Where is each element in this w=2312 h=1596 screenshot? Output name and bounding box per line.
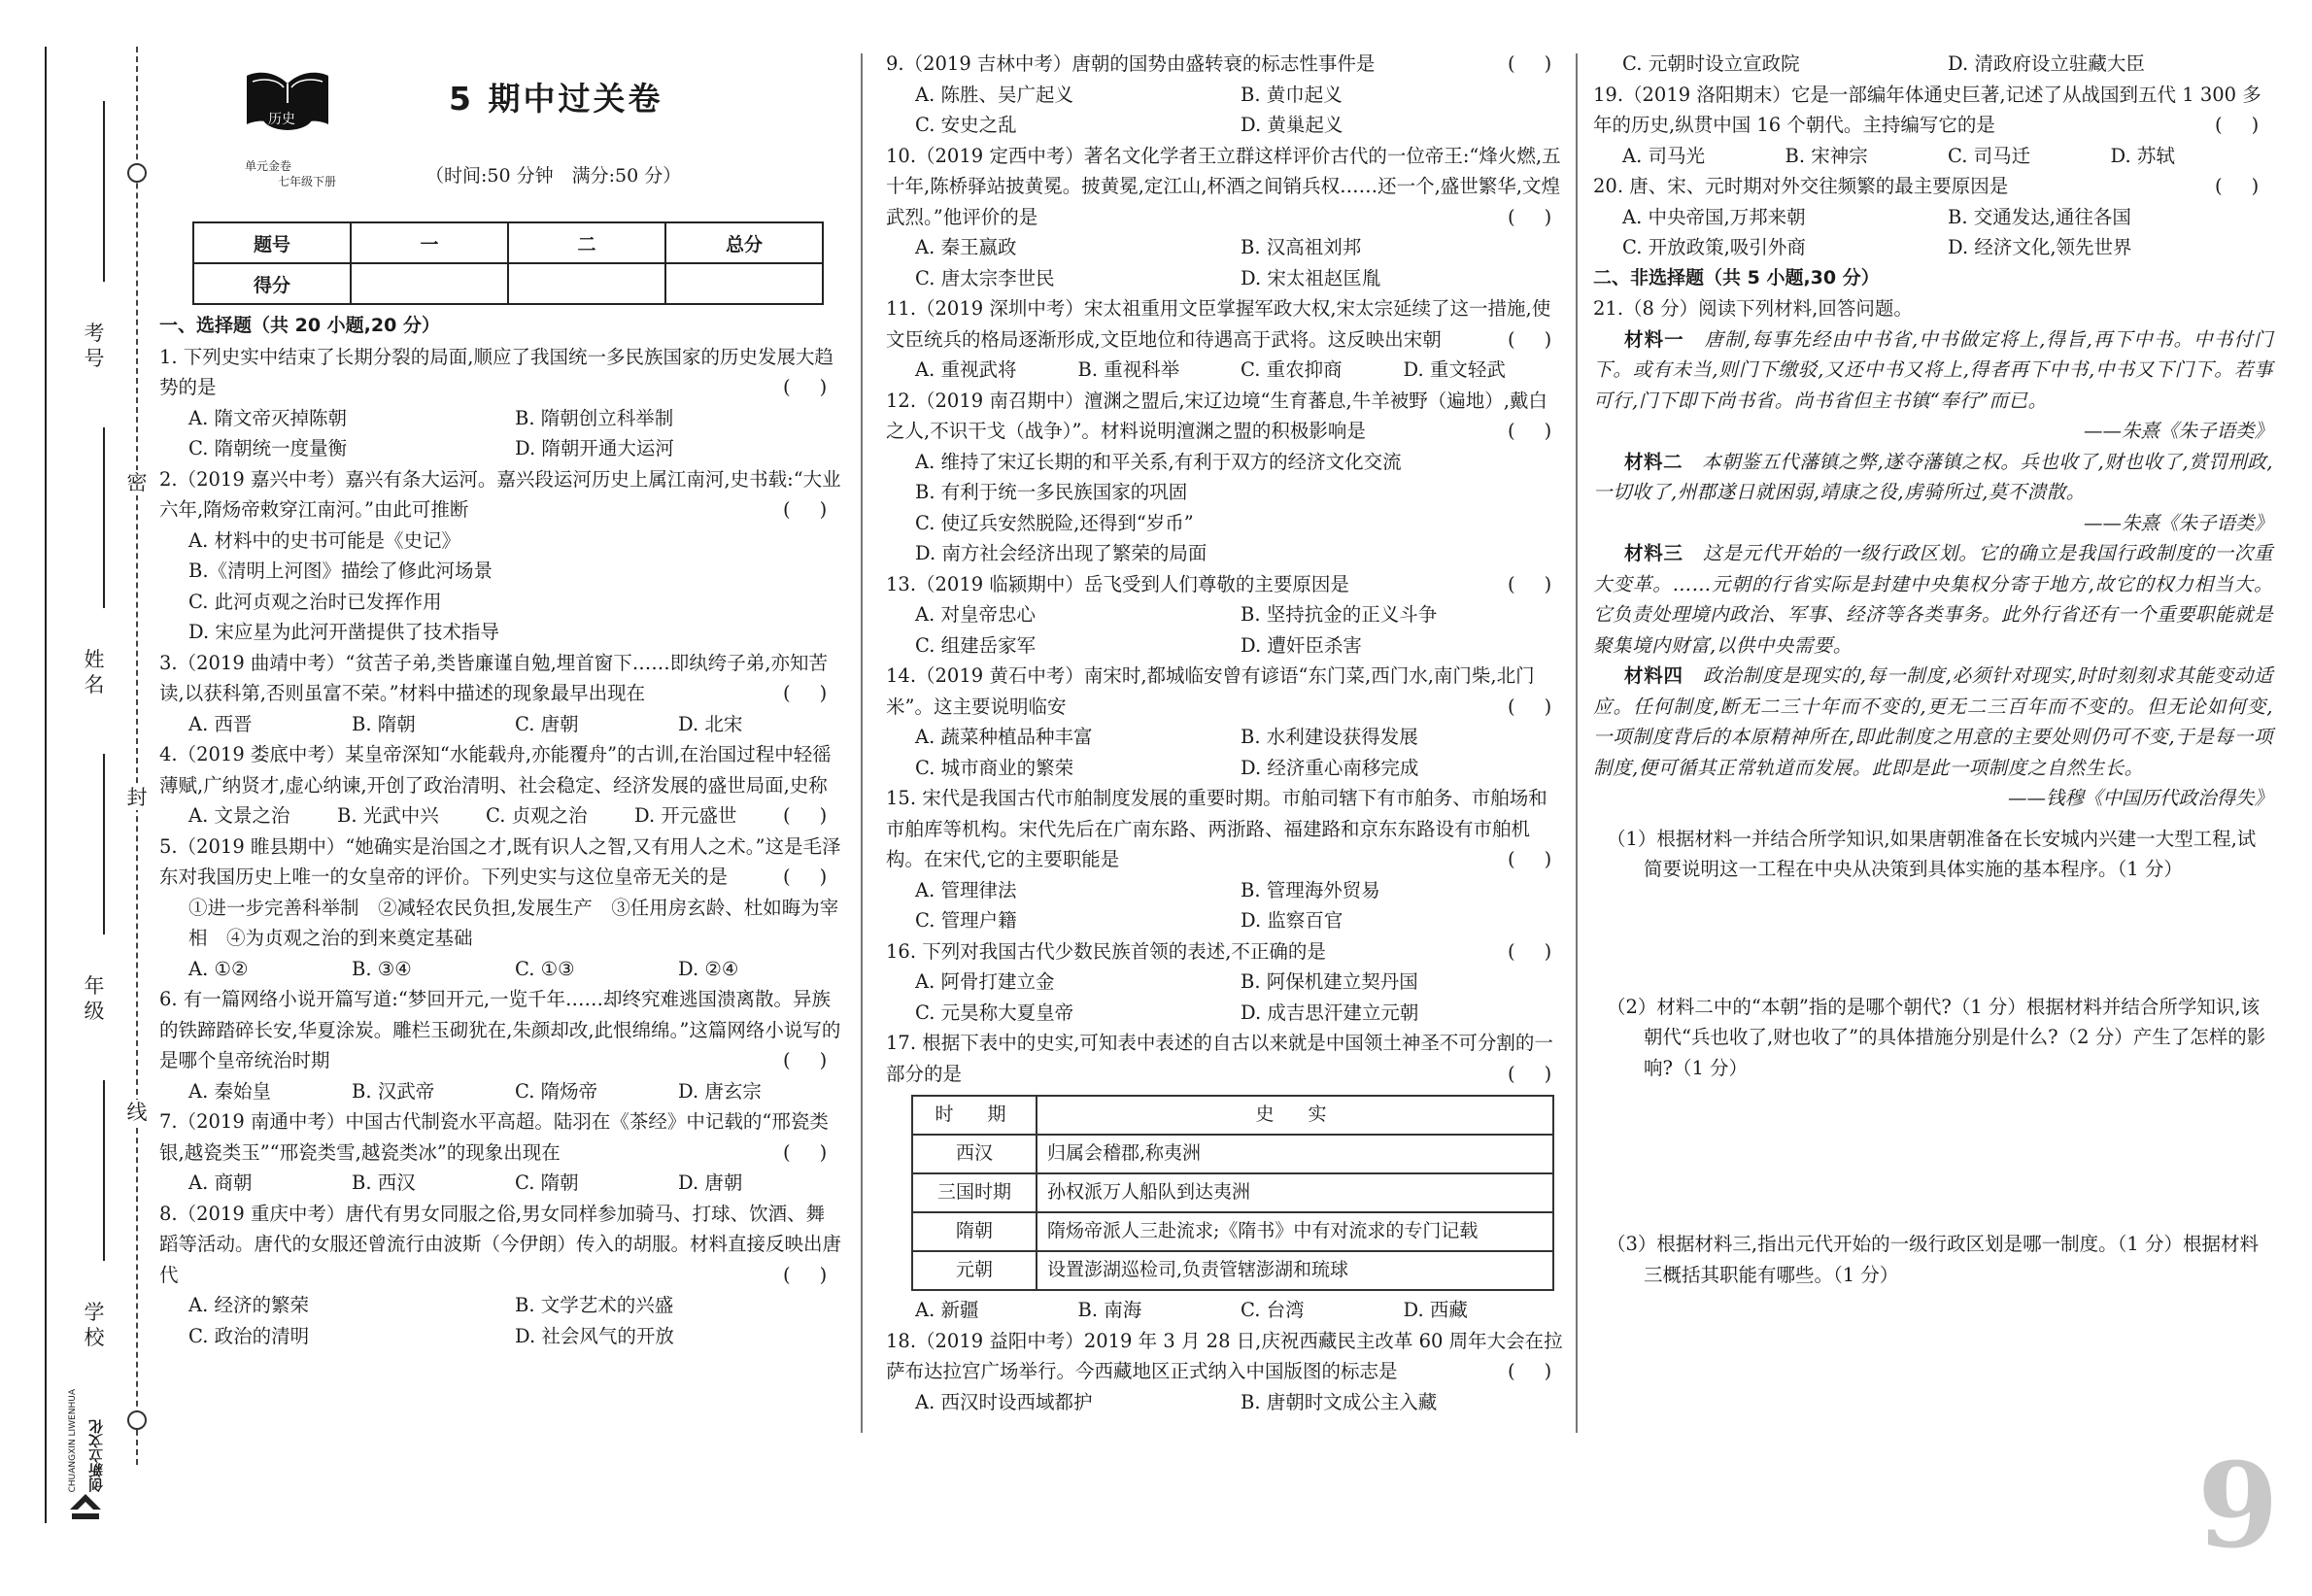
- question-stem: 5.（2019 睢县期中）“她确实是治国之才,既有识人之智,又有用人之术。”这是毛泽东对我国历史上唯一的女皇帝的评价。下列史实与这位皇帝无关的是: [159, 834, 841, 888]
- score-table-cell: 二: [508, 222, 665, 263]
- option[interactable]: B. 阿保机建立契丹国: [1241, 970, 1418, 993]
- sub-question-3: （3）根据材料三,指出元代开始的一级行政区划是哪一制度。（1 分）根据材料三概括其职能有哪些。（1 分）: [1607, 1233, 2259, 1286]
- question-stem: 13.（2019 临颍期中）岳飞受到人们尊敬的主要原因是: [886, 572, 1349, 595]
- option[interactable]: A. 西晋: [188, 712, 253, 735]
- material-3: 材料三 这是元代开始的一级行政区划。它的确立是我国行政制度的一次重大变革。……元朝的行省实际是封建中央集权分寄于地方,故它的权力相当大。它负责处理境内政治、军事、经济等各类事务。此外行省还有一个重要职能就是聚集境内财富,以供中央需要。: [1593, 542, 2274, 657]
- table-cell-period: 隋朝: [912, 1212, 1037, 1251]
- question-stem: 18.（2019 益阳中考）2019 年 3 月 28 日,庆祝西藏民主改革 60 周年大会在拉萨布达拉宫广场举行。今西藏地区正式纳入中国版图的标志是: [886, 1329, 1563, 1382]
- score-input-cell[interactable]: [665, 263, 823, 304]
- option[interactable]: B. 黄巾起义: [1241, 83, 1343, 106]
- open-book-icon: [241, 66, 334, 144]
- question-items: ①进一步完善科举制 ②减轻农民负担,发展生产 ③任用房玄龄、杜如晦为宰相 ④为贞观之治的到来奠定基础: [188, 896, 839, 949]
- answer-blank[interactable]: [1508, 1059, 1566, 1090]
- question-stem: 8.（2019 重庆中考）唐代有男女同服之俗,男女同样参加骑马、打球、饮酒、舞蹈等活动。唐代的女服还曾流行由波斯（今伊朗）传入的胡服。材料直接反映出唐代: [159, 1202, 842, 1286]
- section-title: 二、非选择题（共 5 小题,30 分）: [1593, 266, 1880, 289]
- series-name: 单元金卷: [245, 159, 292, 173]
- table-header: 史 实: [1037, 1096, 1553, 1135]
- material-2: 材料二 本朝鉴五代藩镇之弊,遂夺藩镇之权。兵也收了,财也收了,赏罚刑政,一切收了,州郡遂日就困弱,靖康之役,虏骑所过,莫不溃散。: [1593, 450, 2273, 503]
- question-2: [159, 464, 841, 648]
- table-header: 时 期: [912, 1096, 1037, 1135]
- answer-blank[interactable]: [1508, 49, 1566, 80]
- question-stem: 1. 下列史实中结束了长期分裂的局面,顺应了我国统一多民族国家的历史发展大趋势的是: [159, 345, 834, 398]
- option[interactable]: D. 宋应星为此河开凿提供了技术指导: [188, 621, 499, 643]
- question-stem: 19.（2019 洛阳期末）它是一部编年体通史巨著,记述了从战国到五代 1 300 多年的历史,纵贯中国 16 个朝代。主持编写它的是: [1593, 83, 2261, 136]
- field-exam-number[interactable]: [56, 101, 115, 431]
- question-stem: 6. 有一篇网络小说开篇写道:“梦回开元,一览千年……却终究难逃国溃离散。异族的铁蹄踏碎长安,华夏涂炭。雕栏玉砌犹在,朱颜却改,此恨绵绵。”这篇网络小说写的是哪个皇帝统治时期: [159, 988, 841, 1071]
- table-cell-period: 元朝: [912, 1251, 1037, 1290]
- table-cell-fact: 归属会稽郡,称夷洲: [1037, 1135, 1553, 1173]
- option[interactable]: C. 隋朝统一度量衡: [188, 437, 348, 459]
- option[interactable]: C. 唐太宗李世民: [915, 266, 1055, 289]
- option[interactable]: A. 陈胜、吴广起义: [915, 83, 1073, 106]
- option[interactable]: B. 汉武帝: [352, 1079, 435, 1103]
- option[interactable]: A. 秦王嬴政: [915, 236, 1017, 258]
- question-13: [886, 569, 1566, 662]
- option[interactable]: B. 汉高祖刘邦: [1241, 236, 1362, 258]
- option[interactable]: D. 清政府设立驻藏大臣: [1948, 52, 2145, 75]
- material-label: 材料三: [1624, 542, 1683, 564]
- question-stem: 17. 根据下表中的史实,可知表中表述的自古以来就是中国领土神圣不可分割的一部分的是: [886, 1032, 1553, 1085]
- answer-blank[interactable]: [1508, 202, 1566, 233]
- answer-blank[interactable]: [783, 494, 841, 526]
- field-school[interactable]: [56, 1080, 115, 1372]
- score-table-cell: 得分: [193, 263, 351, 304]
- answer-blank[interactable]: [783, 1260, 841, 1291]
- field-label: 学校: [84, 1301, 105, 1349]
- question-18-options-cont: [1593, 49, 2273, 80]
- question-12: [886, 386, 1566, 569]
- field-name[interactable]: [56, 427, 115, 758]
- answer-blank[interactable]: [783, 1045, 841, 1076]
- option[interactable]: B.《清明上河图》描绘了修此河场景: [188, 560, 493, 582]
- publisher-name: 创新立文化: [87, 1419, 105, 1492]
- option[interactable]: D. 唐玄宗: [678, 1079, 762, 1103]
- publisher-mark-icon: [66, 1492, 105, 1525]
- question-7: [159, 1106, 841, 1199]
- score-table-cell: 总分: [665, 222, 823, 263]
- publisher-name-en: CHUANGXIN LIWENHUA: [68, 1388, 78, 1492]
- question-18: [886, 1326, 1566, 1418]
- option[interactable]: B. 重视科举: [1077, 358, 1180, 381]
- question-21: [1593, 293, 2273, 1348]
- question-stem: 14.（2019 黄石中考）南宋时,都城临安曾有谚语“东门菜,西门水,南门柴,北门米”。这主要说明临安: [886, 664, 1535, 718]
- option[interactable]: C. 隋炀帝: [515, 1079, 598, 1103]
- answer-blank[interactable]: [783, 372, 841, 403]
- answer-area[interactable]: [1593, 885, 2273, 992]
- table-cell-period: 西汉: [912, 1135, 1037, 1173]
- option[interactable]: B. 宋神宗: [1785, 144, 1868, 167]
- question-15: [886, 783, 1566, 936]
- score-input-cell[interactable]: [351, 263, 508, 304]
- question-stem: 20. 唐、宋、元时期对外交往频繁的最主要原因是: [1593, 175, 2009, 197]
- option[interactable]: C. 贞观之治: [486, 804, 588, 827]
- option[interactable]: A. 重视武将: [915, 358, 1017, 381]
- option[interactable]: B. 唐朝时文成公主入藏: [1241, 1390, 1438, 1413]
- material-label: 材料一: [1624, 327, 1684, 351]
- answer-blank[interactable]: [1508, 324, 1566, 356]
- subject-badge: 历史: [268, 112, 295, 127]
- exam-meta: （时间:50 分钟 满分:50 分）: [425, 165, 682, 187]
- binding-strip: [0, 0, 163, 1596]
- option[interactable]: A. 隋文帝灭掉陈朝: [188, 406, 347, 429]
- option[interactable]: B. 交通发达,通往各国: [1948, 205, 2131, 228]
- table-row: [912, 1212, 1553, 1251]
- option[interactable]: A. 文景之治: [188, 804, 290, 827]
- option[interactable]: A. 管理律法: [915, 878, 1017, 901]
- column-2: [886, 49, 1566, 1417]
- page-title: 5 期中过关卷: [449, 80, 663, 118]
- question-stem: 9.（2019 吉林中考）唐朝的国势由盛转衰的标志性事件是: [886, 52, 1376, 75]
- question-stem: 3.（2019 曲靖中考）“贫苦子弟,类皆廉谨自勉,埋首窗下……即纨绔子弟,亦知苦读,以获科第,否则虽富不荣。”材料中描述的现象最早出现在: [159, 651, 828, 704]
- option[interactable]: D. 南方社会经济出现了繁荣的局面: [915, 542, 1207, 564]
- option[interactable]: D. 经济文化,领先世界: [1948, 236, 2132, 258]
- sub-question-1: （1）根据材料一并结合所学知识,如果唐朝准备在长安城内兴建一大型工程,试简要说明这一工程在中央从决策到具体实施的基本程序。（1 分）: [1607, 827, 2257, 880]
- publisher-logo: [56, 1379, 115, 1525]
- question-stem: 21.（8 分）阅读下列材料,回答问题。: [1593, 297, 1913, 320]
- column-3: [1593, 49, 2273, 1348]
- binding-hole: [127, 163, 147, 183]
- cut-line: [136, 47, 138, 1465]
- option[interactable]: B. 水利建设获得发展: [1241, 726, 1418, 748]
- option[interactable]: D. 重文轻武: [1403, 358, 1506, 381]
- answer-blank[interactable]: [1508, 569, 1566, 600]
- sub-question-2: （2）材料二中的“本朝”指的是哪个朝代?（1 分）根据材料并结合所学知识,该朝代“兵也收了,财也收了”的具体措施分别是什么?（2 分）产生了怎样的影响?（1 分）: [1607, 995, 2266, 1079]
- binding-line: [45, 47, 47, 1523]
- option[interactable]: D. 西藏: [1403, 1299, 1468, 1321]
- option[interactable]: B. 南海: [1077, 1299, 1142, 1321]
- option[interactable]: B. 光武中兴: [337, 804, 439, 827]
- field-label: 年级: [84, 974, 105, 1023]
- answer-area[interactable]: [1593, 1083, 2273, 1229]
- option[interactable]: D. 隋朝开通大运河: [515, 437, 674, 459]
- question-stem: 4.（2019 娄底中考）某皇帝深知“水能载舟,亦能覆舟”的古训,在治国过程中轻徭薄赋,广纳贤才,虚心纳谏,开创了政治清明、社会稳定、经济发展的盛世局面,史称: [159, 743, 832, 797]
- material-4: 材料四 政治制度是现实的,每一制度,必须针对现实,时时刻刻求其能变动适应。任何制度,断无二三十年而不变的,更无二三百年而不变的。但无论如何变,一项制度背后的本原精神所在,即此制度之用意的主要处则仍可不变,于是每一项制度,便可循其正常轨道而发展。此即是此一项制度之自然生长。: [1593, 664, 2273, 779]
- option[interactable]: A. 新疆: [915, 1299, 979, 1321]
- cut-word-feng: 封: [124, 785, 150, 810]
- option[interactable]: C. 元昊称大夏皇帝: [915, 1001, 1074, 1024]
- option[interactable]: A. 维持了宋辽长期的和平关系,有利于双方的经济文化交流: [915, 450, 1402, 473]
- option[interactable]: A. 经济的繁荣: [188, 1294, 309, 1316]
- table-cell-period: 三国时期: [912, 1173, 1037, 1212]
- question-16: [886, 936, 1566, 1029]
- question-17: [886, 1028, 1566, 1326]
- option[interactable]: C. 台湾: [1241, 1299, 1305, 1321]
- section-title: 一、选择题（共 20 小题,20 分）: [159, 315, 440, 336]
- question-stem: 12.（2019 南召期中）澶渊之盟后,宋辽边境“生育蕃息,牛羊被野（遍地）,戴白之人,不识干戈（战争）”。材料说明澶渊之盟的积极影响是: [886, 389, 1547, 442]
- table-row: [912, 1251, 1553, 1290]
- option[interactable]: D. 社会风气的开放: [515, 1324, 674, 1347]
- option[interactable]: D. ②④: [678, 957, 739, 980]
- field-label: 姓名: [84, 648, 105, 696]
- option[interactable]: C. ①③: [515, 957, 575, 980]
- score-table-cell: 一: [351, 222, 508, 263]
- option[interactable]: B. 坚持抗金的正义斗争: [1241, 603, 1438, 626]
- option[interactable]: D. 遭奸臣杀害: [1241, 633, 1362, 657]
- page-number: 9: [2197, 1438, 2279, 1575]
- option[interactable]: A. 对皇帝忠心: [915, 603, 1036, 626]
- answer-blank[interactable]: [783, 800, 841, 832]
- answer-blank[interactable]: [1508, 936, 1566, 968]
- question-4: [159, 739, 841, 832]
- score-table-cell: 题号: [193, 222, 351, 263]
- option[interactable]: A. 秦始皇: [188, 1079, 271, 1103]
- option[interactable]: C. 隋朝: [515, 1172, 579, 1194]
- option[interactable]: A. ①②: [188, 957, 249, 980]
- answer-blank[interactable]: [2215, 110, 2273, 141]
- question-20: [1593, 171, 2273, 263]
- material-label: 材料四: [1624, 664, 1683, 687]
- option[interactable]: A. 蔬菜种植品种丰富: [915, 726, 1093, 748]
- field-grade[interactable]: [56, 754, 115, 1084]
- option[interactable]: D. 苏轼: [2110, 144, 2175, 167]
- option[interactable]: B. 隋朝: [352, 712, 416, 735]
- cut-word-mi: 密: [124, 470, 150, 495]
- question-stem: 15. 宋代是我国古代市舶制度发展的重要时期。市舶司辖下有市舶务、市舶场和市舶库等机构。宋代先后在广南东路、两浙路、福建路和京东东路设有市舶机构。在宋代,它的主要职能是: [886, 787, 1547, 870]
- material-source: ——钱穆《中国历代政治得失》: [2007, 787, 2273, 809]
- column-divider: [1576, 53, 1578, 1433]
- column-1: [159, 311, 841, 1351]
- option[interactable]: C. 唐朝: [515, 712, 579, 735]
- table-row: [912, 1173, 1553, 1212]
- option[interactable]: B. 隋朝创立科举制: [515, 406, 674, 429]
- option[interactable]: C. 元朝时设立宣政院: [1622, 52, 1800, 75]
- option[interactable]: B. 西汉: [352, 1172, 416, 1194]
- option[interactable]: C. 使辽兵安然脱险,还得到“岁币”: [915, 511, 1194, 534]
- table-cell-fact: 孙权派万人船队到达夷洲: [1037, 1173, 1553, 1212]
- option[interactable]: A. 材料中的史书可能是《史记》: [188, 528, 460, 552]
- option[interactable]: B. 有利于统一多民族国家的巩固: [915, 481, 1188, 503]
- option[interactable]: A. 司马光: [1622, 144, 1705, 167]
- option[interactable]: A. 商朝: [188, 1172, 253, 1194]
- option[interactable]: C. 开放政策,吸引外商: [1622, 236, 1806, 258]
- table-cell-fact: 隋炀帝派人三赴流求;《隋书》中有对流求的专门记载: [1037, 1212, 1553, 1251]
- question-stem: 7.（2019 南通中考）中国古代制瓷水平高超。陆羽在《茶经》中记载的“邢瓷类银,越瓷类玉”“邢瓷类雪,越瓷类冰”的现象出现在: [159, 1110, 829, 1164]
- table-row: [912, 1135, 1553, 1173]
- option[interactable]: D. 黄巢起义: [1241, 114, 1343, 136]
- answer-blank[interactable]: [783, 678, 841, 709]
- question-1: [159, 342, 841, 464]
- material-source: ——朱熹《朱子语类》: [2083, 420, 2273, 442]
- question-10: [886, 141, 1566, 294]
- option[interactable]: C. 重农抑商: [1241, 358, 1343, 381]
- history-table: [911, 1095, 1554, 1291]
- answer-blank[interactable]: [1508, 844, 1566, 875]
- question-stem: 2.（2019 嘉兴中考）嘉兴有条大运河。嘉兴段运河历史上属江南河,史书载:“大业六年,隋炀帝敕穿江南河。”由此可推断: [159, 467, 841, 521]
- column-divider: [861, 53, 863, 1433]
- question-9: [886, 49, 1566, 141]
- option[interactable]: C. 司马迁: [1948, 144, 2031, 167]
- question-8: [159, 1199, 841, 1352]
- option[interactable]: C. 安史之乱: [915, 114, 1017, 136]
- option[interactable]: A. 西汉时设西域都护: [915, 1390, 1093, 1413]
- option[interactable]: D. 宋太祖赵匡胤: [1241, 266, 1381, 289]
- question-11: [886, 293, 1566, 386]
- field-label: 考号: [84, 322, 105, 370]
- option[interactable]: A. 阿骨打建立金: [915, 970, 1055, 993]
- answer-blank[interactable]: [1508, 416, 1566, 447]
- option[interactable]: C. 城市商业的繁荣: [915, 756, 1074, 779]
- option[interactable]: C. 此河贞观之治时已发挥作用: [188, 590, 442, 613]
- score-table: [192, 221, 824, 305]
- question-3: [159, 648, 841, 740]
- answer-blank[interactable]: [783, 862, 841, 893]
- option[interactable]: D. 唐朝: [678, 1172, 743, 1194]
- binding-hole: [127, 1410, 147, 1430]
- question-14: [886, 661, 1566, 783]
- option[interactable]: B. 管理海外贸易: [1241, 878, 1380, 901]
- option[interactable]: C. 管理户籍: [915, 909, 1017, 932]
- option[interactable]: B. ③④: [352, 957, 412, 980]
- grade-label: 七年级下册: [278, 175, 337, 188]
- option[interactable]: C. 组建岳家军: [915, 633, 1037, 657]
- subject-logo: [241, 66, 334, 144]
- question-19: [1593, 80, 2273, 172]
- question-stem: 10.（2019 定西中考）著名文化学者王立群这样评价古代的一位帝王:“烽火燃,五十年,陈桥驿站披黄冕。披黄冕,定江山,杯酒之间销兵权……还一个,盛世繁华,文煌武烈。”他评价的是: [886, 144, 1561, 228]
- question-5: [159, 832, 841, 985]
- question-stem: 16. 下列对我国古代少数民族首领的表述,不正确的是: [886, 939, 1326, 963]
- answer-blank[interactable]: [1508, 1356, 1566, 1387]
- answer-area[interactable]: [1593, 1290, 2273, 1348]
- table-cell-fact: 设置澎湖巡检司,负责管辖澎湖和琉球: [1037, 1251, 1553, 1290]
- material-1: 材料一 唐制,每事先经由中书省,中书做定将上,得旨,再下中书。中书付门下。或有未当,则门下缴驳,又还中书又将上,得者再下中书,中书又下门下。若事可行,门下即下尚书省。尚书省但主书镇“奉行”而已。: [1593, 327, 2273, 412]
- answer-blank[interactable]: [2215, 171, 2273, 202]
- option[interactable]: D. 监察百官: [1241, 909, 1343, 932]
- option[interactable]: D. 经济重心南移完成: [1241, 756, 1419, 779]
- score-input-cell[interactable]: [508, 263, 665, 304]
- option[interactable]: D. 成吉思汗建立元朝: [1241, 1001, 1419, 1024]
- option[interactable]: D. 北宋: [678, 712, 743, 735]
- cut-word-xian: 线: [124, 1100, 150, 1125]
- option[interactable]: A. 中央帝国,万邦来朝: [1622, 205, 1806, 228]
- material-label: 材料二: [1624, 450, 1683, 473]
- option[interactable]: D. 开元盛世: [634, 804, 737, 827]
- option[interactable]: C. 政治的清明: [188, 1324, 310, 1347]
- question-6: [159, 984, 841, 1106]
- material-source: ——朱熹《朱子语类》: [2083, 511, 2273, 534]
- answer-blank[interactable]: [1508, 692, 1566, 723]
- option[interactable]: B. 文学艺术的兴盛: [515, 1294, 674, 1316]
- question-stem: 11.（2019 深圳中考）宋太祖重用文臣掌握军政大权,宋太宗延续了这一措施,使文臣统兵的格局逐渐形成,文臣地位和待遇高于武将。这反映出宋朝: [886, 297, 1551, 351]
- answer-blank[interactable]: [783, 1138, 841, 1169]
